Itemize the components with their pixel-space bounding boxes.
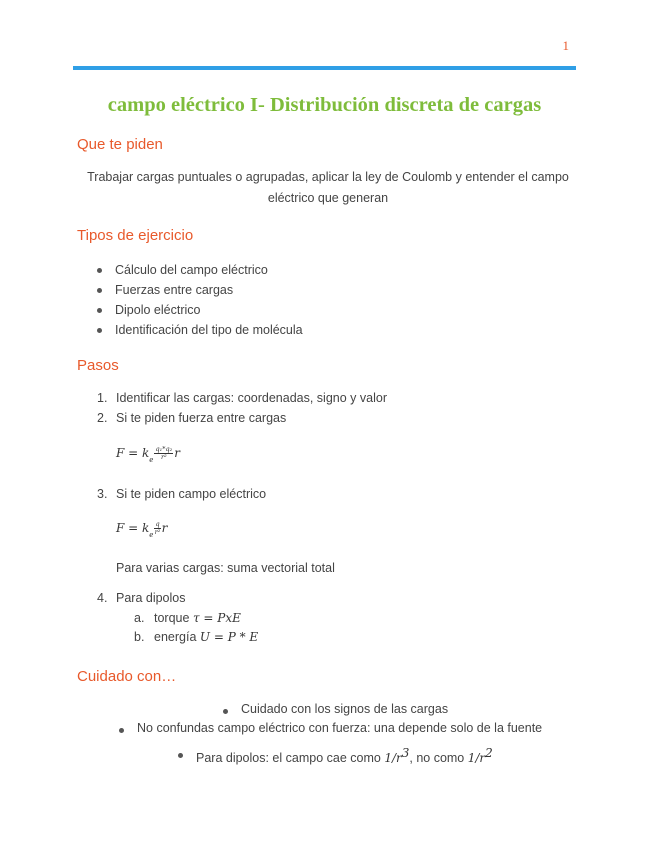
caution-item-2: No confundas campo eléctrico con fuerza: una depende solo de la fuente [117,721,542,735]
bullet-icon [119,728,124,733]
list-item: Fuerzas entre cargas [95,280,303,300]
heading-cuidado: Cuidado con… [77,668,177,685]
bullet-icon [97,328,102,333]
step-4a: a. torque τ = PxE [134,611,241,625]
force-formula: $F = k_e$ $\frac{\text{q₁*q₂}}{\text{r²}}$ r [116,445,180,464]
intro-paragraph [78,167,578,209]
field-formula: $F = k_e$ $\frac{q}{\text{r²}}$ r [116,520,168,539]
document-title: campo eléctrico I- Distribución discreta de cargas [107,94,542,116]
list-item: Dipolo eléctrico [95,300,303,320]
heading-que-te-piden: Que te piden [77,136,163,153]
list-item: Cálculo del campo eléctrico [95,260,303,280]
bullet-icon [97,268,102,273]
intro-line-1: Trabajar cargas puntuales o agrupadas, aplicar la ley de Coulomb y entender el campo [87,170,569,184]
caution-item-3: Para dipolos: el campo cae como $1/r^3$, no como $1/r^2$ [176,746,493,765]
bullet-icon [97,288,102,293]
step-4b: b. energía U = P * E [134,630,259,644]
bullet-icon [223,709,228,714]
step-1: 1. Identificar las cargas: coordenadas, signo y valor [97,391,387,405]
multi-charge-note: Para varias cargas: suma vectorial total [116,561,335,575]
bullet-icon [97,308,102,313]
exercise-types-list [95,260,303,340]
bullet-icon [178,753,183,758]
header-rule [73,66,576,70]
step-2: 2. Si te piden fuerza entre cargas [97,411,287,425]
step-3: 3. Si te piden campo eléctrico [97,487,267,501]
heading-tipos: Tipos de ejercicio [77,227,194,244]
step-4: 4. Para dipolos [97,591,186,605]
caution-item-1: Cuidado con los signos de las cargas [221,702,448,716]
heading-pasos: Pasos [77,357,119,374]
page-number: 1 [562,38,569,53]
intro-line-2: eléctrico que generan [267,191,389,205]
list-item: Identificación del tipo de molécula [95,320,303,340]
